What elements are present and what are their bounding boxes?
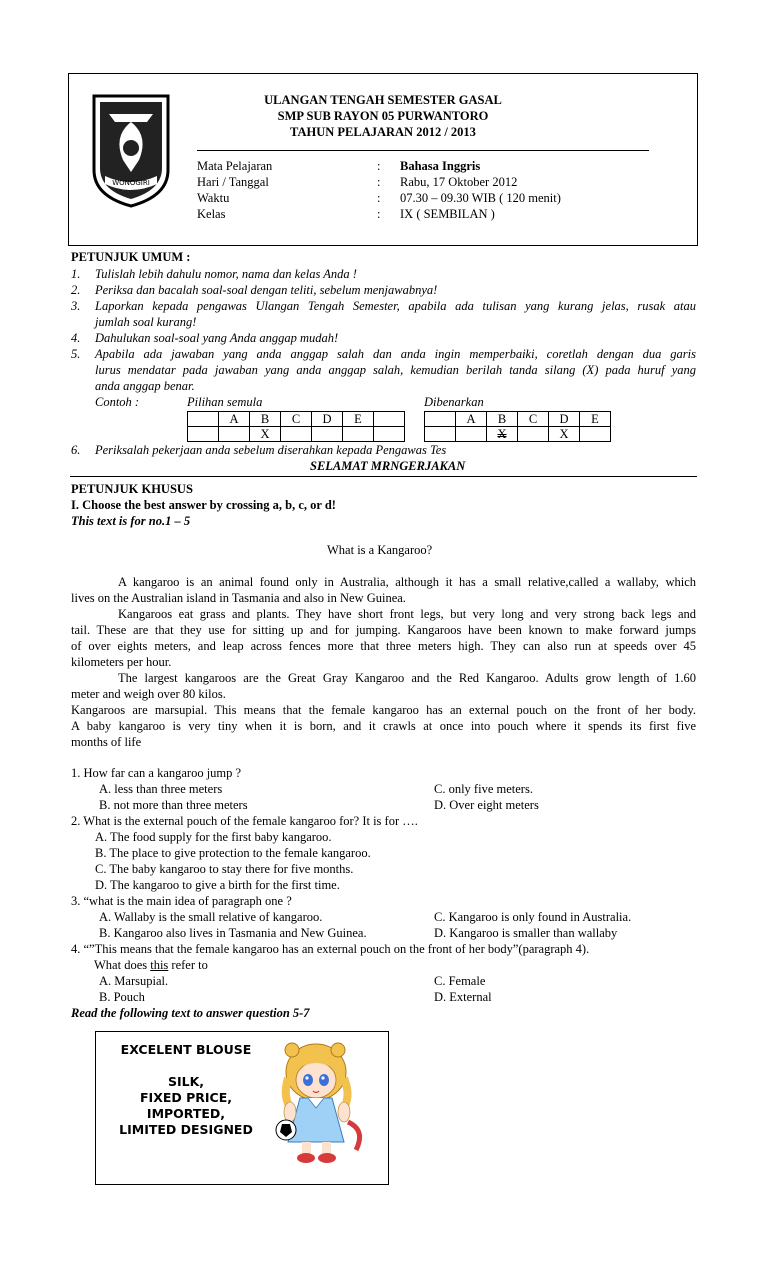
grid-letter: C <box>518 412 549 427</box>
header-divider <box>197 150 649 151</box>
option-d[interactable]: D. The kangaroo to give a birth for the first time. <box>95 878 340 892</box>
item-number: 5. <box>71 347 81 361</box>
grid-letter: B <box>250 412 281 427</box>
instruction-item: Apabila ada jawaban yang anda anggap salah dan anda ingin memperbaiki, coretlah dengan dua garis <box>95 347 696 361</box>
question-stem: 3. “what is the main idea of paragraph one ? <box>71 894 292 908</box>
section-divider <box>70 476 697 477</box>
next-text-instruction: Read the following text to answer question 5-7 <box>71 1006 310 1020</box>
passage-line: Kangaroos are marsupial. This means that the female kangaroo has an external pouch on the front of her body. <box>71 703 696 717</box>
advert-line: SILK, <box>167 1074 205 1089</box>
academic-year: TAHUN PELAJARAN 2012 / 2013 <box>290 125 476 139</box>
option-c[interactable]: C. Kangaroo is only found in Australia. <box>434 910 632 924</box>
reading-title: What is a Kangaroo? <box>327 543 433 557</box>
grid-letter: E <box>343 412 374 427</box>
info-value-time: 07.30 – 09.30 WIB ( 120 menit) <box>400 191 561 205</box>
option-b[interactable]: B. The place to give protection to the female kangaroo. <box>95 846 371 860</box>
option-d[interactable]: D. Kangaroo is smaller than wallaby <box>434 926 618 940</box>
option-c[interactable]: C. The baby kangaroo to stay there for five months. <box>95 862 354 876</box>
passage-line: kilometers per hour. <box>71 655 172 669</box>
advert-line: EXCELENT BLOUSE <box>120 1042 252 1057</box>
logo-text: WONOGIRI <box>112 179 150 187</box>
corrected-choice-grid <box>424 411 611 442</box>
advert-line: IMPORTED, <box>146 1106 226 1121</box>
item-number: 2. <box>71 283 81 297</box>
grid-mark: X <box>549 427 580 442</box>
general-instructions-title: PETUNJUK UMUM : <box>71 250 191 264</box>
school-name: SMP SUB RAYON 05 PURWANTORO <box>277 109 489 123</box>
passage-line: Kangaroos eat grass and plants. They have short front legs, but very long and very strong back legs and <box>118 607 696 621</box>
info-value-subject: Bahasa Inggris <box>400 159 481 173</box>
passage-line: A kangaroo is an animal found only in Australia, although it has a small relative,called a wallaby, which <box>118 575 696 589</box>
option-a[interactable]: A. Marsupial. <box>99 974 169 988</box>
underlined-word: this <box>150 958 169 972</box>
closing-greeting: SELAMAT MRNGERJAKAN <box>310 459 466 473</box>
grid-letter: A <box>219 412 250 427</box>
instruction-item: Laporkan kepada pengawas Ulangan Tengah Semester, apabila ada tulisan yang kurang jelas, rusak atau <box>95 299 696 313</box>
original-choice-label: Pilihan semula <box>187 395 263 409</box>
grid-letter: E <box>580 412 611 427</box>
passage-line: The largest kangaroos are the Great Gray Kangaroo and the Red Kangaroo. Adults grow length of 1.60 <box>118 671 696 685</box>
passage-line: lives on the Australian island in Tasmania and also in New Guinea. <box>71 591 406 605</box>
instruction-item: Periksalah pekerjaan anda sebelum diserahkan kepada Pengawas Tes <box>95 443 447 457</box>
grid-mark: X <box>250 427 281 442</box>
passage-line: of over eights meters, and leap across fences more that three meters high. They can also run at speeds over 45 <box>71 639 696 653</box>
option-d[interactable]: D. Over eight meters <box>434 798 539 812</box>
info-label-class: Kelas <box>197 207 226 221</box>
substem-text: refer to <box>168 958 208 972</box>
passage-line: tail. These are that they use for sitting up and for jumping. Kangaroos have been known to make forward jumps <box>71 623 696 637</box>
grid-letter: D <box>312 412 343 427</box>
question-stem: 4. “”This means that the female kangaroo has an external pouch on the front of her body”(paragraph 4). <box>71 942 590 956</box>
info-colon: : <box>377 207 381 221</box>
example-label: Contoh : <box>95 395 140 409</box>
specific-instructions-title: PETUNJUK KHUSUS <box>71 482 193 496</box>
item-number: 6. <box>71 443 81 457</box>
instruction-item: Tulislah lebih dahulu nomor, nama dan kelas Anda ! <box>95 267 357 281</box>
original-choice-grid <box>187 411 405 442</box>
substem-text: What does <box>94 958 151 972</box>
info-colon: : <box>377 191 381 205</box>
option-a[interactable]: A. less than three meters <box>99 782 223 796</box>
item-number: 1. <box>71 267 81 281</box>
info-colon: : <box>377 159 381 173</box>
info-label-subject: Mata Pelajaran <box>197 159 273 173</box>
option-a[interactable]: A. Wallaby is the small relative of kangaroo. <box>99 910 323 924</box>
passage-line: meter and weigh over 80 kilos. <box>71 687 226 701</box>
advert-line: FIXED PRICE, <box>140 1090 232 1105</box>
grid-mark-struck: X <box>487 427 518 442</box>
question-substem <box>94 958 208 973</box>
info-value-date: Rabu, 17 Oktober 2012 <box>400 175 518 189</box>
cartoon-girl-icon <box>272 1038 368 1166</box>
header-box <box>68 73 698 246</box>
info-label-date: Hari / Tanggal <box>197 175 269 189</box>
option-c[interactable]: C. Female <box>434 974 486 988</box>
item-number: 3. <box>71 299 81 313</box>
option-b[interactable]: B. not more than three meters <box>99 798 248 812</box>
option-a[interactable]: A. The food supply for the first baby kangaroo. <box>95 830 332 844</box>
instruction-item: jumlah soal kurang! <box>95 315 197 329</box>
passage-line: A baby kangaroo is very tiny when it is born, and it crawls at once into pouch where it spends its first five <box>71 719 696 733</box>
grid-letter: D <box>549 412 580 427</box>
exam-title: ULANGAN TENGAH SEMESTER GASAL <box>264 93 502 107</box>
option-d[interactable]: D. External <box>434 990 492 1004</box>
info-value-class: IX ( SEMBILAN ) <box>400 207 495 221</box>
instruction-item: Dahulukan soal-soal yang Anda anggap mudah! <box>95 331 339 345</box>
grid-letter: B <box>487 412 518 427</box>
instruction-item: lurus mendatar pada jawaban yang anda anggap salah, kemudian berilah tanda silang (X) pada huruf yang <box>95 363 696 377</box>
grid-letter: C <box>281 412 312 427</box>
question-stem: 2. What is the external pouch of the female kangaroo for? It is for …. <box>71 814 418 828</box>
instruction-item: Periksa dan bacalah soal-soal dengan teliti, sebelum menjawabnya! <box>95 283 438 297</box>
question-stem: 1. How far can a kangaroo jump ? <box>71 766 242 780</box>
info-colon: : <box>377 175 381 189</box>
instruction-item: anda anggap benar. <box>95 379 195 393</box>
advert-box <box>95 1031 389 1185</box>
option-b[interactable]: B. Pouch <box>99 990 145 1004</box>
text-reference: This text is for no.1 – 5 <box>71 514 191 528</box>
item-number: 4. <box>71 331 81 345</box>
passage-line: months of life <box>71 735 142 749</box>
grid-letter: A <box>456 412 487 427</box>
instruction-line: I. Choose the best answer by crossing a, b, c, or d! <box>71 498 336 512</box>
option-b[interactable]: B. Kangaroo also lives in Tasmania and New Guinea. <box>99 926 367 940</box>
advert-line: LIMITED DESIGNED <box>119 1122 253 1137</box>
corrected-label: Dibenarkan <box>424 395 484 409</box>
info-label-time: Waktu <box>197 191 230 205</box>
option-c[interactable]: C. only five meters. <box>434 782 533 796</box>
